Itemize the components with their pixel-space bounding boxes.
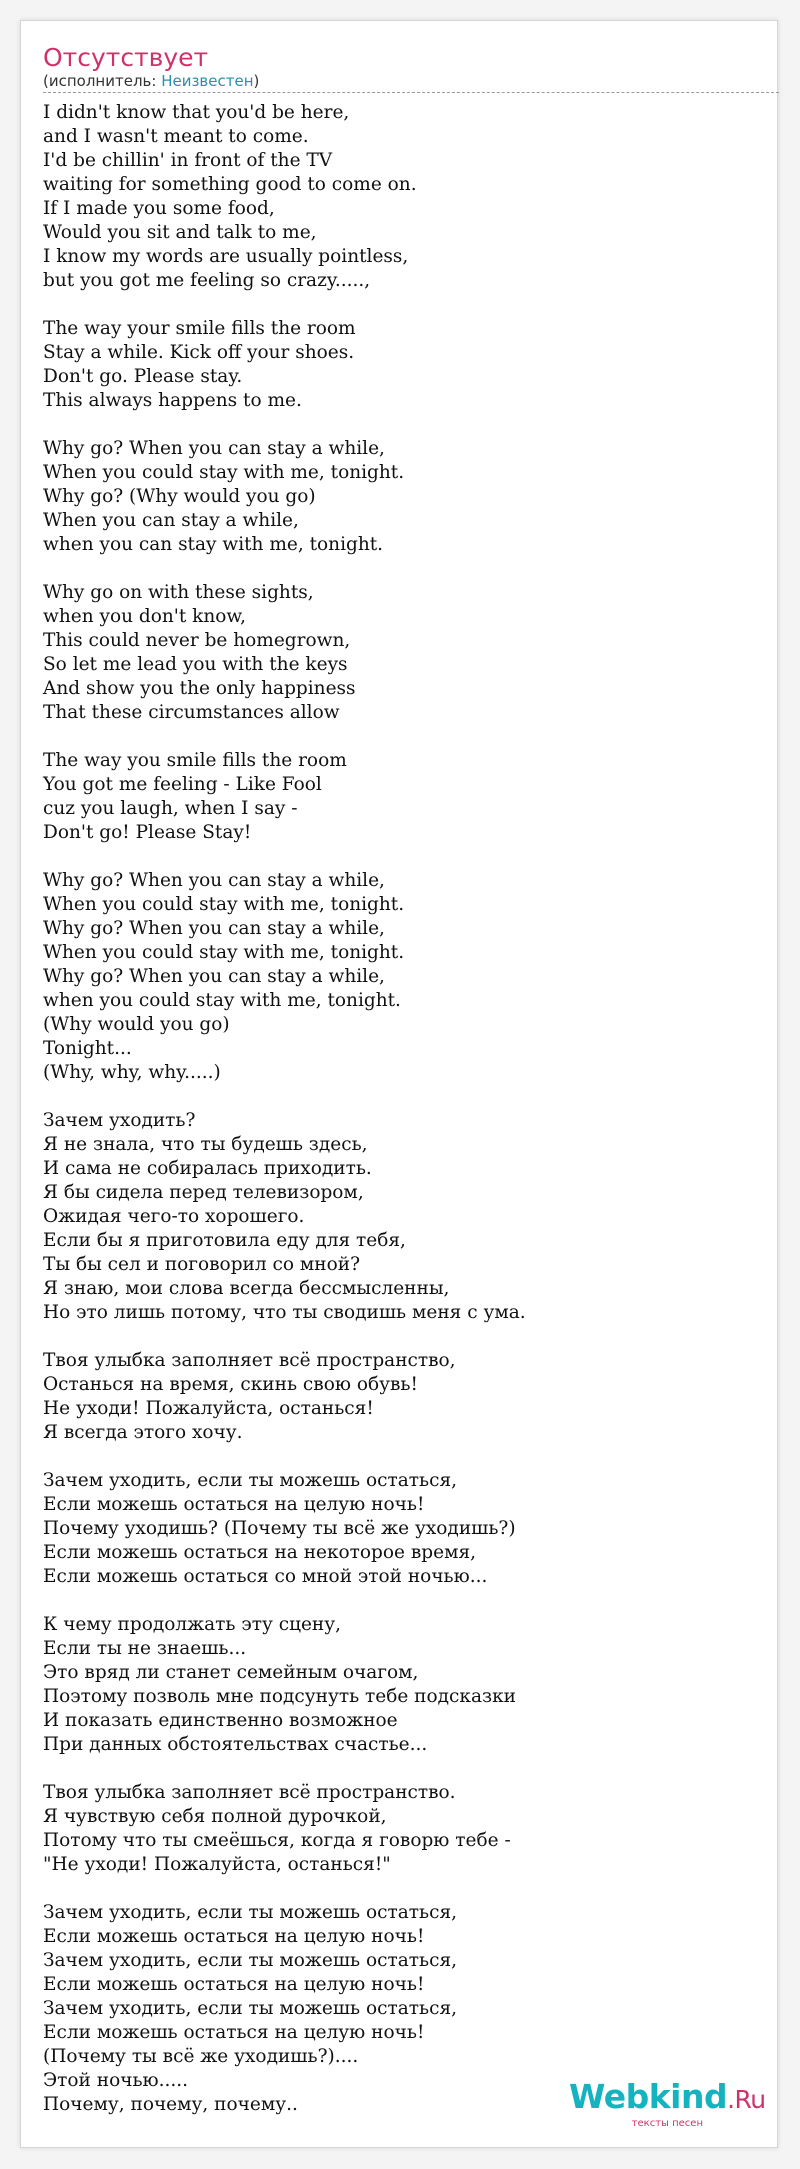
lyric-line: Why go on with these sights,: [43, 582, 314, 603]
lyric-line: Я всегда этого хочу.: [43, 1422, 243, 1443]
lyric-line: Если можешь остаться на целую ночь!: [43, 2022, 425, 2043]
lyric-line: You got me feeling - Like Fool: [43, 774, 322, 795]
lyrics-text: [43, 101, 743, 2117]
lyric-line: К чему продолжать эту сцену,: [43, 1614, 342, 1635]
lyric-line: Зачем уходить, если ты можешь остаться,: [43, 1950, 457, 1971]
lyric-line: Зачем уходить?: [43, 1110, 196, 1131]
lyric-line: but you got me feeling so crazy.....,: [43, 270, 371, 291]
lyric-line: Why go? When you can stay a while,: [43, 966, 385, 987]
lyric-line: (Почему ты всё же уходишь?)....: [43, 2046, 359, 2067]
lyric-line: Would you sit and talk to me,: [43, 222, 317, 243]
lyric-line: Почему уходишь? (Почему ты всё же уходишь?): [43, 1518, 516, 1539]
lyric-line: Если можешь остаться со мной этой ночью...: [43, 1566, 488, 1587]
lyric-line: Если можешь остаться на некоторое время,: [43, 1542, 477, 1563]
lyric-line: Я бы сидела перед телевизором,: [43, 1182, 364, 1203]
lyric-line: Потому что ты смеёшься, когда я говорю тебе -: [43, 1830, 511, 1851]
lyric-line: So let me lead you with the keys: [43, 654, 348, 675]
lyric-line: И показать единственно возможное: [43, 1710, 398, 1731]
lyric-line: Ожидая чего-то хорошего.: [43, 1206, 305, 1227]
logo-tld-text: .Ru: [727, 2085, 766, 2114]
lyric-line: Если можешь остаться на целую ночь!: [43, 1926, 425, 1947]
lyric-line: waiting for something good to come on.: [43, 174, 417, 195]
artist-suffix: ): [253, 72, 260, 90]
lyric-line: Твоя улыбка заполняет всё пространство,: [43, 1350, 456, 1371]
lyric-line: If I made you some food,: [43, 198, 275, 219]
lyric-line: Why go? When you can stay a while,: [43, 918, 385, 939]
lyric-line: Я знаю, мои слова всегда бессмысленны,: [43, 1278, 450, 1299]
lyric-line: Если ты не знаешь...: [43, 1638, 247, 1659]
lyrics-card: [20, 20, 778, 2148]
lyric-line: When you could stay with me, tonight.: [43, 942, 405, 963]
lyric-line: (Why would you go): [43, 1014, 230, 1035]
lyric-line: Почему, почему, почему..: [43, 2094, 298, 2115]
lyric-line: The way you smile fills the room: [43, 750, 347, 771]
lyric-line: This could never be homegrown,: [43, 630, 351, 651]
lyric-line: Я чувствую себя полной дурочкой,: [43, 1806, 387, 1827]
lyric-line: When you can stay a while,: [43, 510, 299, 531]
lyric-line: Зачем уходить, если ты можешь остаться,: [43, 1470, 457, 1491]
lyric-line: Why go? When you can stay a while,: [43, 870, 385, 891]
lyric-line: Если можешь остаться на целую ночь!: [43, 1494, 425, 1515]
lyric-line: Зачем уходить, если ты можешь остаться,: [43, 1902, 457, 1923]
lyric-line: Ты бы сел и поговорил со мной?: [43, 1254, 360, 1275]
lyric-line: Поэтому позволь мне подсунуть тебе подсказки: [43, 1686, 516, 1707]
site-logo[interactable]: [569, 2077, 766, 2129]
logo-main-text: Webkind: [569, 2077, 728, 2116]
lyric-line: И сама не собиралась приходить.: [43, 1158, 372, 1179]
lyric-line: Don't go. Please stay.: [43, 366, 243, 387]
lyric-line: Останься на время, скинь свою обувь!: [43, 1374, 418, 1395]
lyric-blank-line: [43, 1085, 743, 1109]
lyric-line: When you could stay with me, tonight.: [43, 462, 405, 483]
lyric-line: Это вряд ли станет семейным очагом,: [43, 1662, 419, 1683]
lyric-line: The way your smile fills the room: [43, 318, 356, 339]
artist-link[interactable]: Неизвестен: [161, 72, 254, 90]
lyric-line: when you don't know,: [43, 606, 246, 627]
lyric-blank-line: [43, 1589, 743, 1613]
lyric-line: (Why, why, why.....): [43, 1062, 221, 1083]
lyric-line: when you could stay with me, tonight.: [43, 990, 401, 1011]
lyric-line: "Не уходи! Пожалуйста, останься!": [43, 1854, 391, 1875]
lyric-line: Зачем уходить, если ты можешь остаться,: [43, 1998, 457, 2019]
lyric-line: When you could stay with me, tonight.: [43, 894, 405, 915]
lyric-line: Если можешь остаться на целую ночь!: [43, 1974, 425, 1995]
artist-line: [43, 71, 779, 93]
lyric-blank-line: [43, 1325, 743, 1349]
lyric-line: And show you the only happiness: [43, 678, 356, 699]
lyric-blank-line: [43, 557, 743, 581]
lyric-line: Но это лишь потому, что ты сводишь меня с ума.: [43, 1302, 526, 1323]
lyric-line: I didn't know that you'd be here,: [43, 102, 350, 123]
logo-tagline: тексты песен: [631, 2118, 703, 2129]
lyric-line: This always happens to me.: [43, 390, 302, 411]
song-title: Отсутствует: [43, 43, 209, 72]
logo-wordmark: [569, 2077, 766, 2116]
lyric-line: Не уходи! Пожалуйста, останься!: [43, 1398, 374, 1419]
lyric-line: Stay a while. Kick off your shoes.: [43, 342, 355, 363]
lyric-line: I'd be chillin' in front of the TV: [43, 150, 333, 171]
artist-prefix: (исполнитель:: [43, 72, 162, 90]
lyric-blank-line: [43, 725, 743, 749]
lyric-line: Why go? When you can stay a while,: [43, 438, 385, 459]
lyric-line: При данных обстоятельствах счастье...: [43, 1734, 428, 1755]
lyric-line: Don't go! Please Stay!: [43, 822, 252, 843]
lyric-line: Твоя улыбка заполняет всё пространство.: [43, 1782, 456, 1803]
lyric-line: Why go? (Why would you go): [43, 486, 316, 507]
lyric-line: I know my words are usually pointless,: [43, 246, 409, 267]
lyric-blank-line: [43, 845, 743, 869]
lyric-line: Я не знала, что ты будешь здесь,: [43, 1134, 368, 1155]
lyric-line: cuz you laugh, when I say -: [43, 798, 298, 819]
lyric-line: when you can stay with me, tonight.: [43, 534, 384, 555]
lyric-blank-line: [43, 1445, 743, 1469]
lyric-blank-line: [43, 293, 743, 317]
lyric-blank-line: [43, 1877, 743, 1901]
lyric-line: and I wasn't meant to come.: [43, 126, 309, 147]
lyric-line: That these circumstances allow: [43, 702, 340, 723]
lyric-line: Tonight...: [43, 1038, 132, 1059]
lyric-line: Если бы я приготовила еду для тебя,: [43, 1230, 406, 1251]
lyric-blank-line: [43, 1757, 743, 1781]
lyric-blank-line: [43, 413, 743, 437]
lyric-line: Этой ночью.....: [43, 2070, 189, 2091]
